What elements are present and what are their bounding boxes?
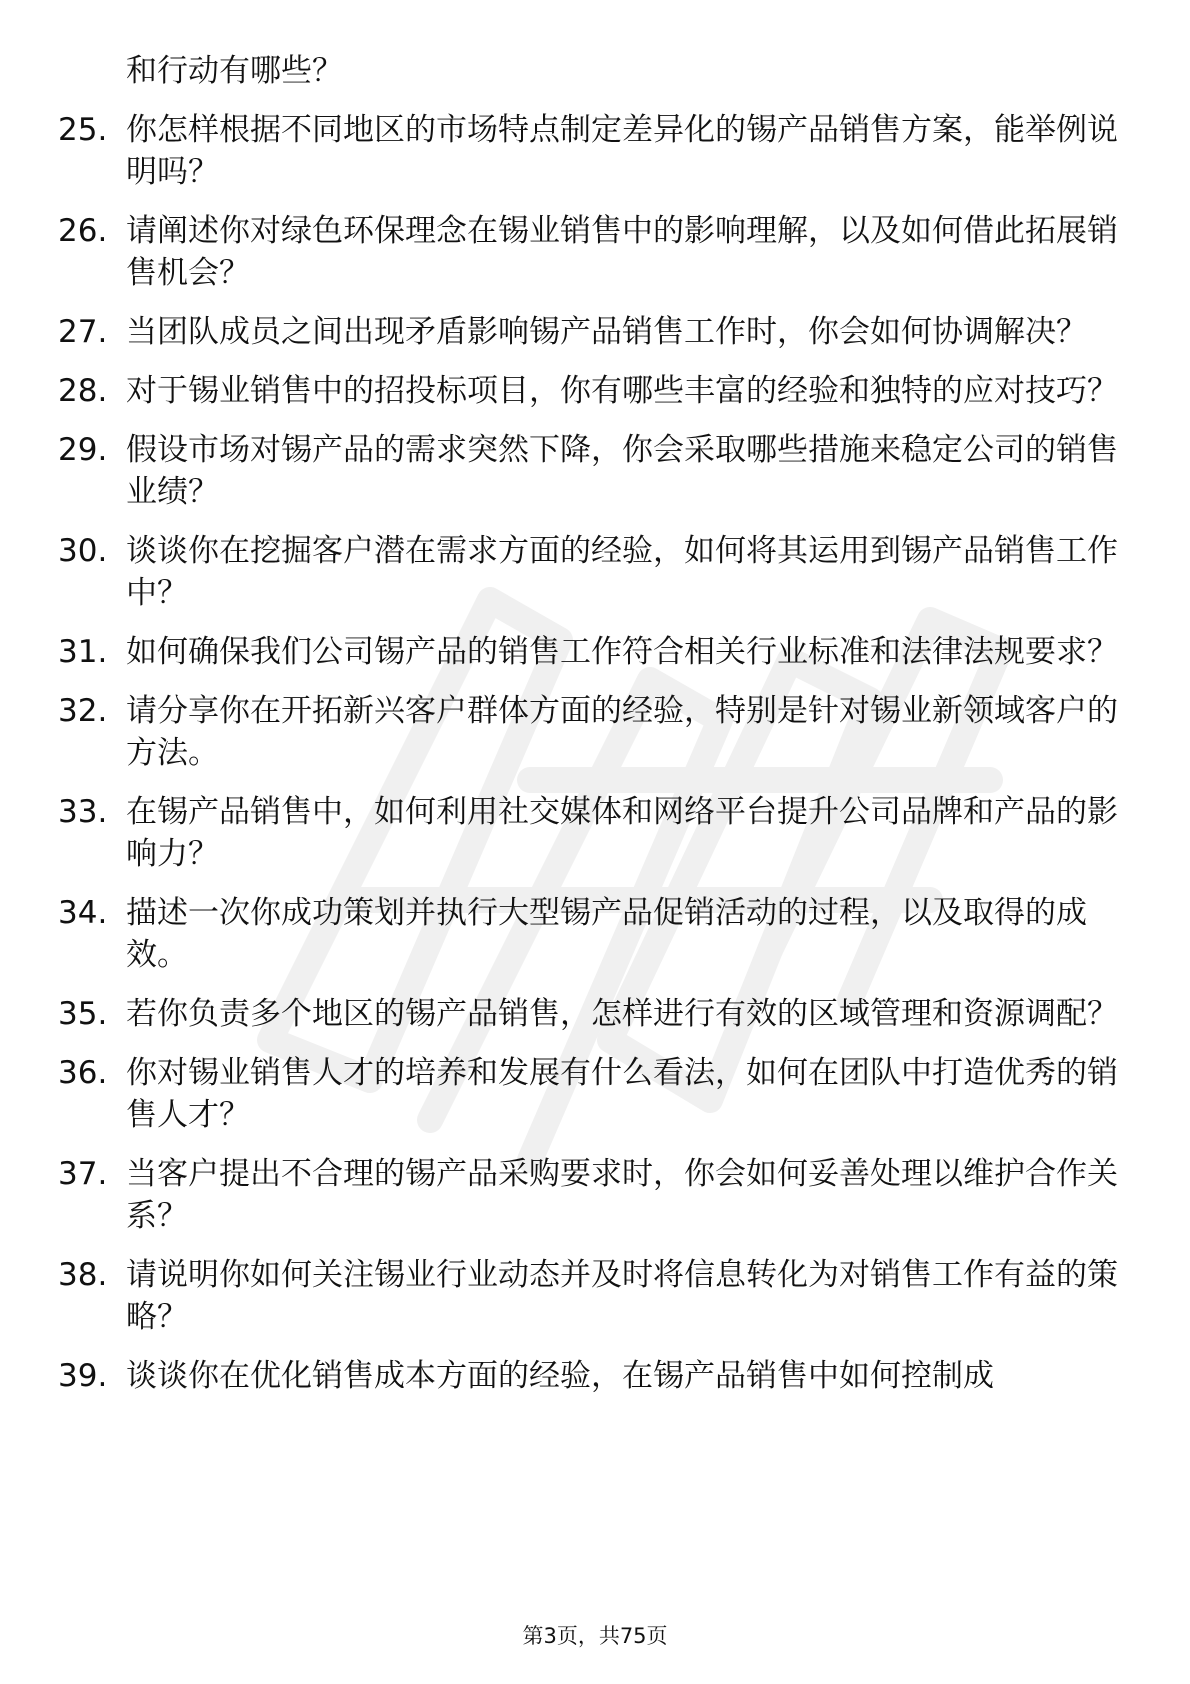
question-number: 36. [58, 1055, 108, 1091]
question-item [58, 1153, 1118, 1237]
question-item [58, 791, 1118, 875]
question-item [58, 1254, 1118, 1338]
question-number: 26. [58, 213, 108, 249]
question-list [58, 50, 1118, 1414]
question-text: 你怎样根据不同地区的市场特点制定差异化的锡产品销售方案，能举例说明吗？ [126, 112, 1118, 190]
question-item [58, 530, 1118, 614]
question-number: 32. [58, 693, 108, 729]
question-item [58, 892, 1118, 976]
question-number: 28. [58, 373, 108, 409]
question-text: 对于锡业销售中的招投标项目，你有哪些丰富的经验和独特的应对技巧？ [126, 373, 1118, 409]
question-text: 谈谈你在优化销售成本方面的经验，在锡产品销售中如何控制成 [126, 1358, 994, 1394]
question-number: 27. [58, 314, 108, 350]
question-item [58, 370, 1118, 412]
question-item [58, 1355, 1118, 1397]
question-item [58, 109, 1118, 193]
question-item [58, 210, 1118, 294]
question-text: 在锡产品销售中，如何利用社交媒体和网络平台提升公司品牌和产品的影响力？ [126, 794, 1118, 872]
continuation-text: 和行动有哪些？ [126, 53, 343, 89]
question-number: 33. [58, 794, 108, 830]
question-item [58, 690, 1118, 774]
question-number: 37. [58, 1156, 108, 1192]
question-item [58, 631, 1118, 673]
page-footer: 第3页，共75页 [522, 1624, 668, 1648]
question-text: 你对锡业销售人才的培养和发展有什么看法，如何在团队中打造优秀的销售人才？ [126, 1055, 1118, 1133]
question-text: 请说明你如何关注锡业行业动态并及时将信息转化为对销售工作有益的策略？ [126, 1257, 1118, 1335]
question-item [58, 429, 1118, 513]
question-text: 假设市场对锡产品的需求突然下降，你会采取哪些措施来稳定公司的销售业绩？ [126, 432, 1118, 510]
question-text: 谈谈你在挖掘客户潜在需求方面的经验，如何将其运用到锡产品销售工作中？ [126, 533, 1118, 611]
question-text: 如何确保我们公司锡产品的销售工作符合相关行业标准和法律法规要求？ [126, 634, 1118, 670]
question-text: 当团队成员之间出现矛盾影响锡产品销售工作时，你会如何协调解决？ [126, 314, 1087, 350]
question-text: 请分享你在开拓新兴客户群体方面的经验，特别是针对锡业新领域客户的方法。 [126, 693, 1118, 771]
question-item [58, 311, 1118, 353]
question-number: 35. [58, 996, 108, 1032]
question-number: 39. [58, 1358, 108, 1394]
question-item [58, 1052, 1118, 1136]
question-number: 29. [58, 432, 108, 468]
question-number: 31. [58, 634, 108, 670]
question-text: 请阐述你对绿色环保理念在锡业销售中的影响理解，以及如何借此拓展销售机会？ [126, 213, 1118, 291]
question-text: 描述一次你成功策划并执行大型锡产品促销活动的过程，以及取得的成效。 [126, 895, 1087, 973]
question-number: 34. [58, 895, 108, 931]
question-text: 当客户提出不合理的锡产品采购要求时，你会如何妥善处理以维护合作关系？ [126, 1156, 1118, 1234]
question-text: 若你负责多个地区的锡产品销售，怎样进行有效的区域管理和资源调配？ [126, 996, 1118, 1032]
question-number: 25. [58, 112, 108, 148]
question-number: 30. [58, 533, 108, 569]
question-item [58, 993, 1118, 1035]
question-number: 38. [58, 1257, 108, 1293]
